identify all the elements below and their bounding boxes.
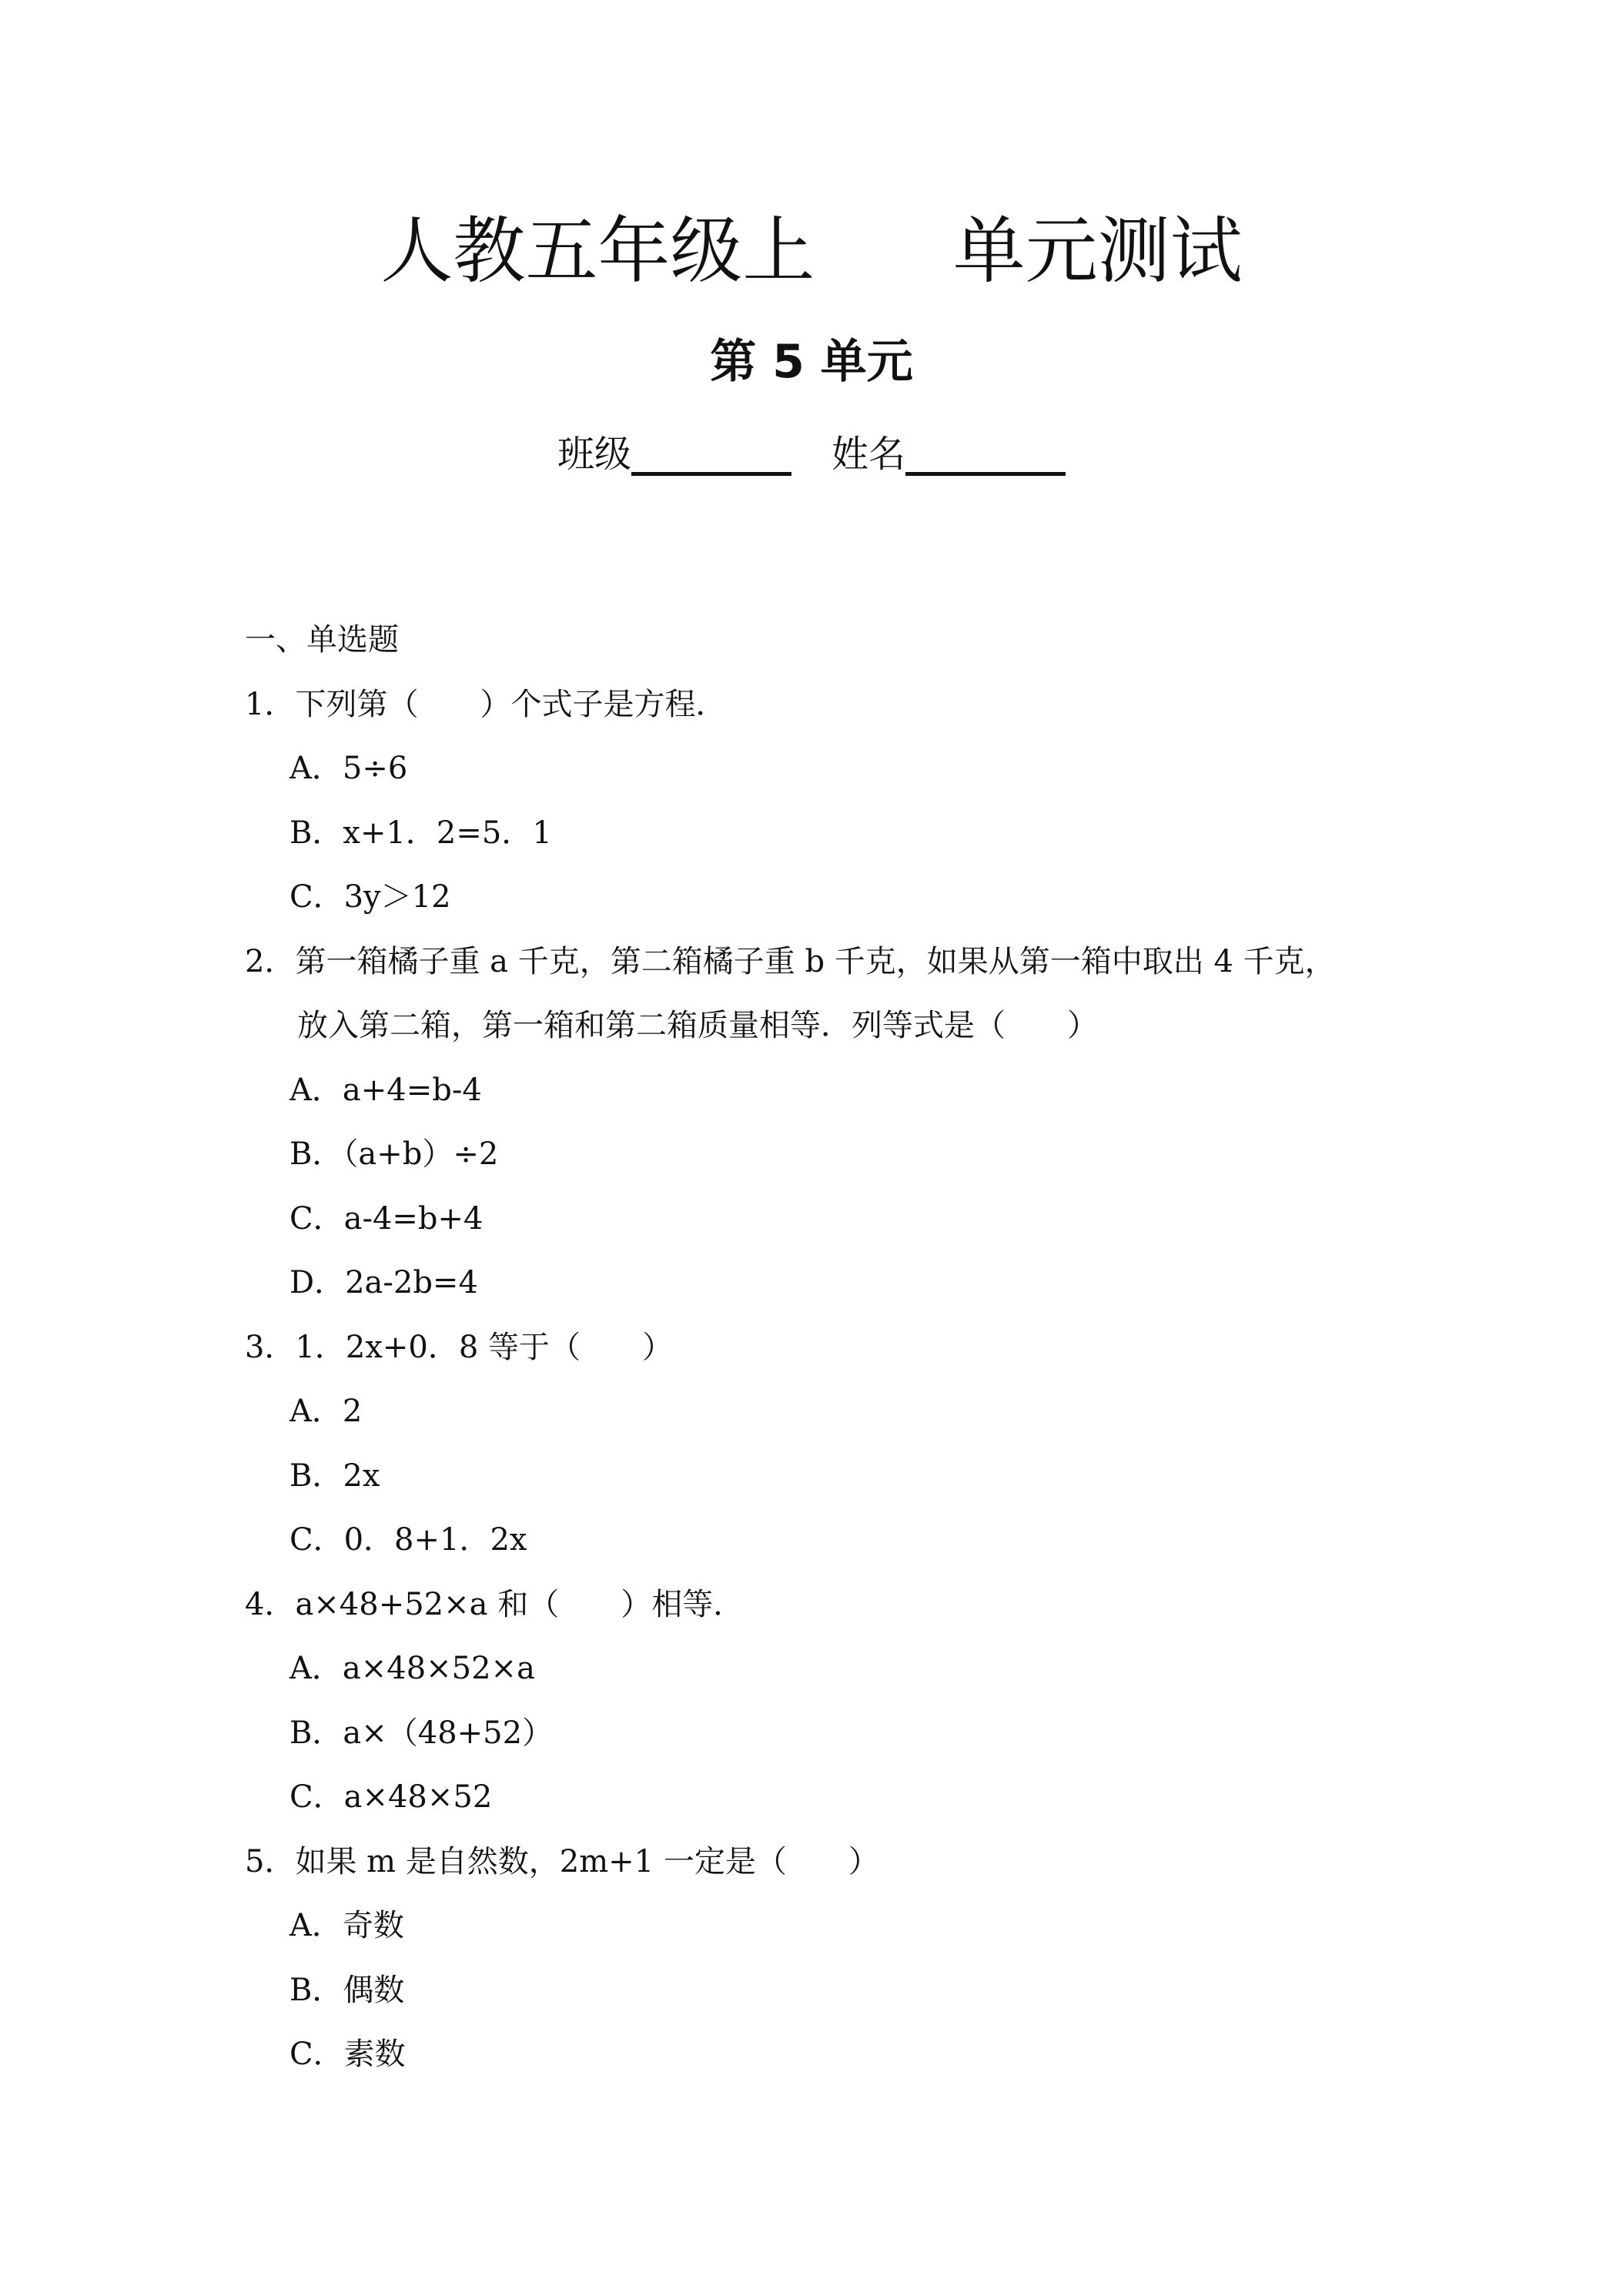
question-list [245, 608, 1431, 2087]
q2-option-a[interactable]: A．a+4=b-4 [289, 1072, 482, 1108]
page-title: 人教五年级上 单元测试 [380, 209, 1243, 293]
page-subtitle: 第 5 单元 [710, 335, 913, 389]
question-3: 3．1．2x+0．8 等于（ ） [245, 1329, 674, 1365]
q3-option-b[interactable]: B．2x [289, 1458, 380, 1494]
student-info-line [0, 423, 1623, 485]
q5-option-b[interactable]: B．偶数 [289, 1972, 405, 2008]
q5-option-a[interactable]: A．奇数 [289, 1908, 404, 1943]
q2-option-d[interactable]: D．2a-2b=4 [289, 1265, 478, 1300]
question-5: 5．如果 m 是自然数，2m+1 一定是（ ） [245, 1843, 879, 1879]
q5-option-c[interactable]: C．素数 [289, 2037, 406, 2072]
question-4: 4．a×48+52×a 和（ ）相等． [245, 1586, 745, 1622]
section-title: 一、单选题 [245, 622, 399, 658]
class-label: 班级 [557, 433, 631, 476]
q4-option-a[interactable]: A．a×48×52×a [289, 1651, 535, 1686]
q2-option-c[interactable]: C．a-4=b+4 [289, 1200, 484, 1237]
q3-option-a[interactable]: A．2 [289, 1394, 363, 1429]
question-2: 2．第一箱橘子重 a 千克，第二箱橘子重 b 千克，如果从第一箱中取出 4 千克， [245, 943, 1336, 979]
q1-option-a[interactable]: A．5÷6 [289, 751, 408, 786]
q3-option-c[interactable]: C．0．8+1．2x [289, 1522, 527, 1558]
class-blank[interactable] [631, 426, 791, 476]
q4-option-c[interactable]: C．a×48×52 [289, 1779, 493, 1815]
name-label: 姓名 [832, 433, 906, 476]
q4-option-b[interactable]: B．a×（48+52） [289, 1715, 554, 1751]
question-1: 1．下列第（ ）个式子是方程． [245, 686, 727, 722]
q1-option-b[interactable]: B．x+1．2=5．1 [289, 815, 552, 851]
name-blank[interactable] [905, 426, 1066, 476]
q2-option-b[interactable]: B．（a+b）÷2 [289, 1136, 499, 1172]
question-2-continued: 放入第二箱，第一箱和第二箱质量相等．列等式是（ ） [297, 1008, 1098, 1043]
q1-option-c[interactable]: C．3y＞12 [289, 879, 451, 915]
